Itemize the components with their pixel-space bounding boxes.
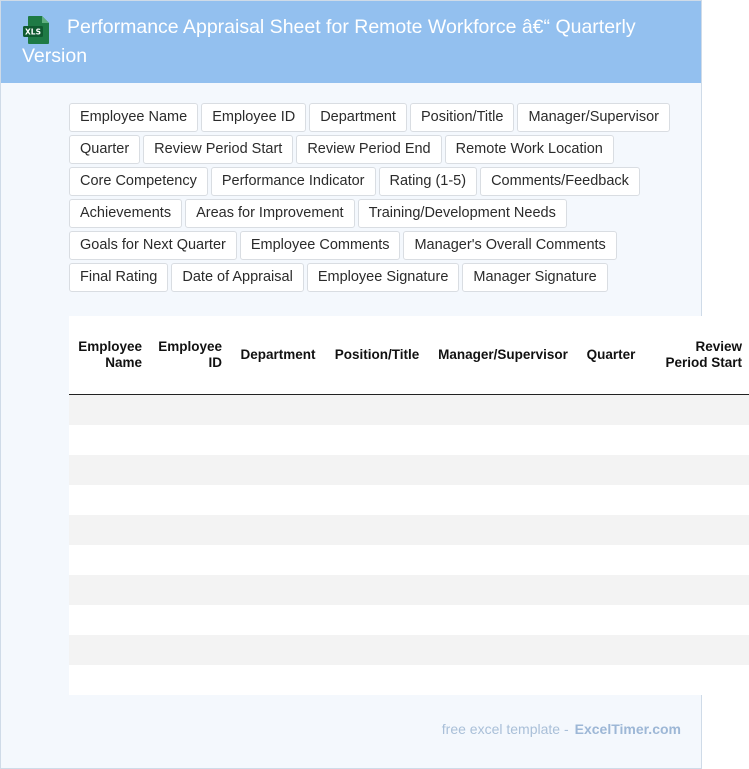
- table-row: [69, 395, 749, 426]
- table-cell[interactable]: [579, 575, 643, 605]
- table-cell[interactable]: [643, 395, 749, 426]
- field-tag: Core Competency: [69, 167, 208, 196]
- field-tag: Rating (1-5): [379, 167, 478, 196]
- table-cell[interactable]: [149, 545, 229, 575]
- table-cell[interactable]: [579, 455, 643, 485]
- table-cell[interactable]: [579, 485, 643, 515]
- table-cell[interactable]: [643, 575, 749, 605]
- column-header-employee-name: Employee Name: [69, 316, 149, 395]
- table-row: [69, 665, 749, 695]
- table-cell[interactable]: [427, 455, 579, 485]
- table-row: [69, 455, 749, 485]
- table-cell[interactable]: [427, 545, 579, 575]
- table-cell[interactable]: [643, 455, 749, 485]
- field-tag: Goals for Next Quarter: [69, 231, 237, 260]
- table-cell[interactable]: [69, 575, 149, 605]
- table-cell[interactable]: [229, 605, 327, 635]
- table-row: [69, 605, 749, 635]
- table-cell[interactable]: [643, 635, 749, 665]
- field-tag: Employee Comments: [240, 231, 401, 260]
- field-tag: Review Period Start: [143, 135, 293, 164]
- field-tag: Department: [309, 103, 407, 132]
- table-cell[interactable]: [427, 425, 579, 455]
- table-cell[interactable]: [427, 575, 579, 605]
- table-cell[interactable]: [327, 395, 427, 426]
- footer-credit: [442, 721, 681, 737]
- table-cell[interactable]: [229, 455, 327, 485]
- table-cell[interactable]: [149, 635, 229, 665]
- table-cell[interactable]: [643, 605, 749, 635]
- field-tag: Final Rating: [69, 263, 168, 292]
- table-cell[interactable]: [427, 605, 579, 635]
- table-cell[interactable]: [149, 605, 229, 635]
- table-cell[interactable]: [229, 665, 327, 695]
- field-tag: Employee ID: [201, 103, 306, 132]
- table-cell[interactable]: [579, 425, 643, 455]
- table-cell[interactable]: [229, 545, 327, 575]
- table-cell[interactable]: [327, 575, 427, 605]
- table-row: [69, 515, 749, 545]
- table-cell[interactable]: [327, 455, 427, 485]
- table-cell[interactable]: [579, 635, 643, 665]
- table-cell[interactable]: [69, 485, 149, 515]
- table-cell[interactable]: [229, 635, 327, 665]
- column-header-employee-id: Employee ID: [149, 316, 229, 395]
- table-cell[interactable]: [427, 665, 579, 695]
- table-cell[interactable]: [229, 575, 327, 605]
- table-cell[interactable]: [643, 425, 749, 455]
- table-cell[interactable]: [327, 605, 427, 635]
- field-tag: Employee Name: [69, 103, 198, 132]
- table-cell[interactable]: [149, 425, 229, 455]
- table-cell[interactable]: [69, 545, 149, 575]
- table-header-row: [69, 316, 749, 395]
- table-cell[interactable]: [149, 575, 229, 605]
- field-tag: Training/Development Needs: [358, 199, 567, 228]
- table-cell[interactable]: [579, 605, 643, 635]
- table-cell[interactable]: [427, 395, 579, 426]
- field-tag: Manager Signature: [462, 263, 607, 292]
- table-cell[interactable]: [327, 485, 427, 515]
- table-body: [69, 395, 749, 696]
- field-tag: Employee Signature: [307, 263, 460, 292]
- field-tag-list: [69, 103, 695, 295]
- table-cell[interactable]: [579, 515, 643, 545]
- page-header: [1, 1, 701, 83]
- table-row: [69, 635, 749, 665]
- table-cell[interactable]: [69, 605, 149, 635]
- field-tag: Achievements: [69, 199, 182, 228]
- table-cell[interactable]: [69, 425, 149, 455]
- table-cell[interactable]: [327, 515, 427, 545]
- table-cell[interactable]: [229, 425, 327, 455]
- table-cell[interactable]: [327, 425, 427, 455]
- footer-text: free excel template -: [441, 721, 569, 737]
- table-row: [69, 575, 749, 605]
- field-tag: Position/Title: [410, 103, 514, 132]
- column-header-manager-supervisor: Manager/Supervisor: [427, 316, 579, 395]
- table-cell[interactable]: [229, 395, 327, 426]
- table-row: [69, 545, 749, 575]
- field-tag: Quarter: [69, 135, 140, 164]
- table-cell[interactable]: [69, 635, 149, 665]
- field-tag: Date of Appraisal: [171, 263, 303, 292]
- column-header-position-title: Position/Title: [327, 316, 427, 395]
- table-cell[interactable]: [643, 665, 749, 695]
- table-cell[interactable]: [69, 455, 149, 485]
- page-title: Performance Appraisal Sheet for Remote Workforce â€“ Quarterly Version: [22, 16, 636, 67]
- table-cell[interactable]: [149, 485, 229, 515]
- table-cell[interactable]: [327, 635, 427, 665]
- footer-brand-link[interactable]: ExcelTimer.com: [574, 721, 681, 737]
- field-tag: Manager/Supervisor: [517, 103, 670, 132]
- appraisal-table: [69, 316, 749, 695]
- table-row: [69, 425, 749, 455]
- table-cell[interactable]: [427, 485, 579, 515]
- table-cell[interactable]: [579, 395, 643, 426]
- field-tag: Performance Indicator: [211, 167, 376, 196]
- field-tag: Review Period End: [296, 135, 441, 164]
- table-cell[interactable]: [579, 545, 643, 575]
- table-cell[interactable]: [69, 395, 149, 426]
- table-cell[interactable]: [149, 515, 229, 545]
- table-cell[interactable]: [327, 665, 427, 695]
- field-tag: Comments/Feedback: [480, 167, 640, 196]
- table-cell[interactable]: [149, 395, 229, 426]
- field-tag: Areas for Improvement: [185, 199, 354, 228]
- table-cell[interactable]: [69, 515, 149, 545]
- table-cell[interactable]: [69, 665, 149, 695]
- excel-file-icon-label: XLS: [25, 27, 41, 37]
- field-tag: Remote Work Location: [445, 135, 614, 164]
- appraisal-table-container: [69, 316, 742, 695]
- column-header-review-period-start: Review Period Start: [643, 316, 749, 395]
- column-header-department: Department: [229, 316, 327, 395]
- table-cell[interactable]: [643, 485, 749, 515]
- field-tag: Manager's Overall Comments: [403, 231, 616, 260]
- table-cell[interactable]: [643, 545, 749, 575]
- table-cell[interactable]: [643, 515, 749, 545]
- table-cell[interactable]: [327, 545, 427, 575]
- table-cell[interactable]: [229, 515, 327, 545]
- column-header-quarter: Quarter: [579, 316, 643, 395]
- table-cell[interactable]: [229, 485, 327, 515]
- table-cell[interactable]: [427, 635, 579, 665]
- table-cell[interactable]: [427, 515, 579, 545]
- table-cell[interactable]: [149, 665, 229, 695]
- table-cell[interactable]: [149, 455, 229, 485]
- table-row: [69, 485, 749, 515]
- table-cell[interactable]: [579, 665, 643, 695]
